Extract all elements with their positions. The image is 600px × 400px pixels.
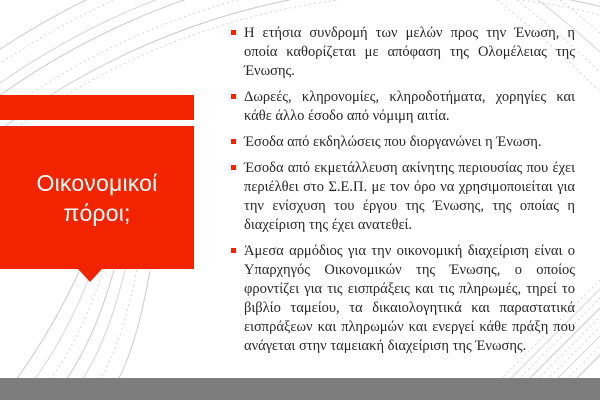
bullet-list xyxy=(231,24,575,363)
slide-title: Οικονομικοί πόροι; xyxy=(36,169,158,226)
callout-tail-pointer xyxy=(78,269,102,282)
list-item xyxy=(231,159,575,235)
title-accent-strip xyxy=(0,95,194,120)
bullet-square-icon xyxy=(231,139,236,144)
list-item xyxy=(231,242,575,356)
bullet-text: Η ετήσια συνδρομή των μελών προς την Ένωση, η οποία καθορίζεται με απόφαση της Ολομέλειας της Ένωσης. xyxy=(244,25,575,79)
bullet-text: Έσοδα από εκμετάλλευση ακίνητης περιουσίας που έχει περιέλθει στο Σ.Ε.Π. με τον όρο να χρησιμοποιείται για την ενίσχυση του έργου της Ένωσης, της οποίας η διαχείριση της έχει ανατεθεί. xyxy=(244,160,575,233)
bullet-text: Έσοδα από εκδηλώσεις που διοργανώνει η Ένωση. xyxy=(244,134,542,150)
list-item xyxy=(231,88,575,126)
title-callout xyxy=(0,126,194,269)
list-item xyxy=(231,24,575,81)
bullet-square-icon xyxy=(231,248,236,253)
bullet-square-icon xyxy=(231,165,236,170)
list-item xyxy=(231,133,575,152)
bullet-text: Άμεσα αρμόδιος για την οικονομική διαχείριση είναι ο Υπαρχηγός Οικονομικών της Ένωσης, ο οποίος φροντίζει για τις εισπράξεις και τις πληρωμές, τηρεί το βιβλίο ταμείου, τα δικαιολογητικά και παραστατικά εισπράξεων και πληρωμών και ενεργεί κάθε πράξη που ανάγεται στην ταμειακή διαχείριση της Ένωσης. xyxy=(244,243,575,354)
bullet-square-icon xyxy=(231,30,236,35)
bullet-square-icon xyxy=(231,94,236,99)
footer-bar xyxy=(0,378,600,400)
bullet-text: Δωρεές, κληρονομίες, κληροδοτήματα, χορηγίες και κάθε άλλο έσοδο από νόμιμη αιτία. xyxy=(244,89,575,124)
